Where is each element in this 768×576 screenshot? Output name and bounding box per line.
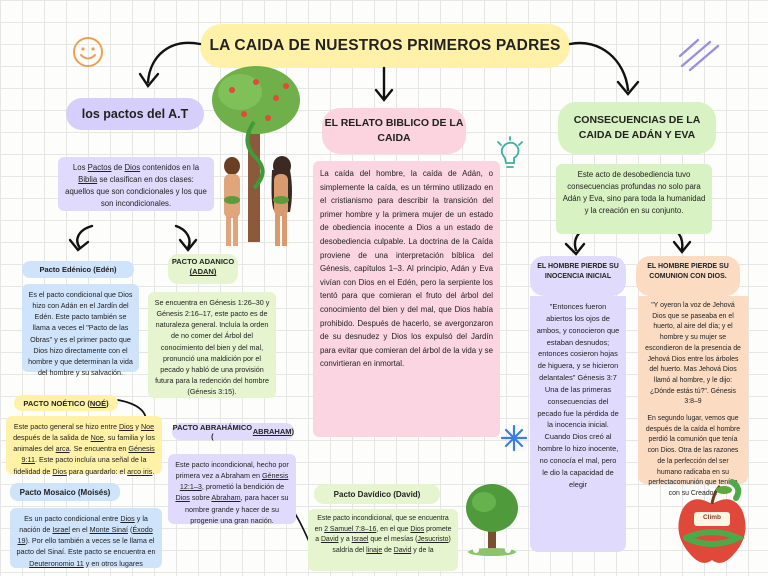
- adam-eve-tree-illustration: [210, 62, 312, 258]
- davidico-body: Este pacto incondicional, que se encuentra en 2 Samuel 7:8–16, en el que Dios promete a David y a Israel que el mesías (Jesucristo) saldría del linaje de David y de la: [308, 509, 458, 571]
- davidico-heading: Pacto Davídico (David): [314, 484, 440, 504]
- edenico-heading: Pacto Edénico (Edén): [22, 261, 134, 278]
- adanico-heading: PACTO ADANICO (ADAN): [168, 254, 238, 284]
- relato-section-title: EL RELATO BIBLICO DE LA CAIDA: [322, 108, 466, 154]
- apple-label: Climb: [702, 514, 722, 521]
- comunion-quote: "Y oyeron la voz de Jehová Dios que se paseaba en el huerto, al aire del día; y el hombre y su mujer se escondieron de la presencia de Jehová Dios entre los árboles del huerto. Mas Jehová Dios llamó al hombre, y le dijo: ¿Dónde estás tú?". Génesis 3:8–9: [645, 302, 741, 406]
- apple-snake-illustration: [672, 478, 752, 570]
- mosaico-body: Es un pacto condicional entre Dios y la nación de Israel en el Monte Sinaí (Éxodo 19). Por ello también a veces se le llama el pacto del Sinaí. Este pacto se encuentra en Deuteronomio 11 y en otros lugares: [10, 508, 162, 568]
- scribble-icon: [676, 34, 726, 74]
- pactos-section-title: los pactos del A.T: [66, 98, 204, 130]
- relato-body: La caída del hombre, la caída de Adán, o simplemente la caída, es un término utilizado en el cristianismo para describir la transición del primer hombre y la primera mujer de un estado de obediencia inocente a Dios a un estado de desobediencia culpable. La doctrina de la Caída proviene de una interpretación bíblica del Génesis, capítulos 1–3. Al principio, Adán y Eva vivían con Dios en el Edén, pero la serpiente los tentó para que comieran el fruto del árbol del conocimiento del bien y del mal, que Dios había prohibido. Después de hacerlo, se avergonzaron de su desnudez y Dios los expulsó del Jardín para evitar que comieran del árbol de la vida y se convirtieran en inmortal.: [313, 161, 500, 437]
- sparkle-icon: [500, 424, 528, 452]
- noetico-heading: PACTO NOÉTICO ( NOÉ ): [14, 395, 118, 411]
- noetico-body: Este pacto general se hizo entre Dios y Noe después de la salida de Noe, su familia y los animales del arca. Se encuentra en Génesis 9:11. Este pacto incluía una señal de la fidelidad de Dios para guardarlo: el arco iris.: [6, 416, 162, 474]
- inocencia-heading: EL HOMBRE PIERDE SU INOCENCIA INICIAL: [530, 256, 626, 296]
- edenico-body: Es el pacto condicional que Dios hizo con Adán en el Jardín del Edén. Este pacto también se llama a veces el "Pacto de las Obras" y es el primer pacto que Dios hizo directamente con el hombre y que determinan la vida del hombre y su salvación.: [22, 284, 139, 372]
- smiley-icon: [70, 34, 106, 70]
- tree-illustration: [460, 478, 524, 558]
- comunion-body: [638, 296, 748, 497]
- abrahamico-body: Este pacto incondicional, hecho por primera vez a Abraham en Génesis 12:1–3, prometió la bendición de Dios sobre Abraham, para hacer su nombre grande y hacer de su progenie una gran nación.: [168, 454, 296, 524]
- consecuencias-section-title: CONSECUENCIAS DE LA CAIDA DE ADÁN Y EVA: [558, 102, 716, 154]
- abrahamico-heading: PACTO ABRAHÁMICO ( ABRAHAM ): [172, 422, 294, 441]
- mosaico-heading: Pacto Mosaico (Moisés): [10, 483, 120, 501]
- adanico-body: Se encuentra en Génesis 1:26–30 y Génesis 2:16–17, este pacto es de naturaleza general. Incluía la orden de no comer del Árbol del conocimiento del bien y del mal, pronunció una maldición por el pecado y habló de una provisión futura para la redención del hombre (Génesis 3:15).: [148, 292, 276, 398]
- consecuencias-intro: Este acto de desobediencia tuvo consecuencias profundas no solo para Adán y Eva, sino para toda la humanidad y la creación en su conjunto.: [556, 164, 712, 234]
- pactos-intro: Los Pactos de Dios contenidos en la Biblia se clasifican en dos clases: aquellos que son condicionales y los que son incondicionales.: [58, 157, 214, 211]
- inocencia-body: "Entonces fueron abiertos los ojos de ambos, y conocieron que estaban desnudos; entonces cosieron hojas de higuera, y se hicieron delantales" Génesis 3:7 Una de las primeras consecuencias del pecado fue la pérdida de la inocencia inicial. Cuando Dios creó al hombre lo hizo inocente, no conocía el mal, pero le dio la capacidad de elegir: [530, 296, 626, 552]
- page-title: LA CAIDA DE NUESTROS PRIMEROS PADRES: [200, 24, 570, 68]
- comunion-text: En segundo lugar, vemos que después de la caída el hombre perdió la comunión que tenía con Dios. Otra de las razones de la perfección del ser humano radicaba en su perfectacomunión que tenían con su Creador.: [645, 415, 741, 497]
- comunion-heading: EL HOMBRE PIERDE SU COMUNION CON DIOS.: [636, 256, 740, 296]
